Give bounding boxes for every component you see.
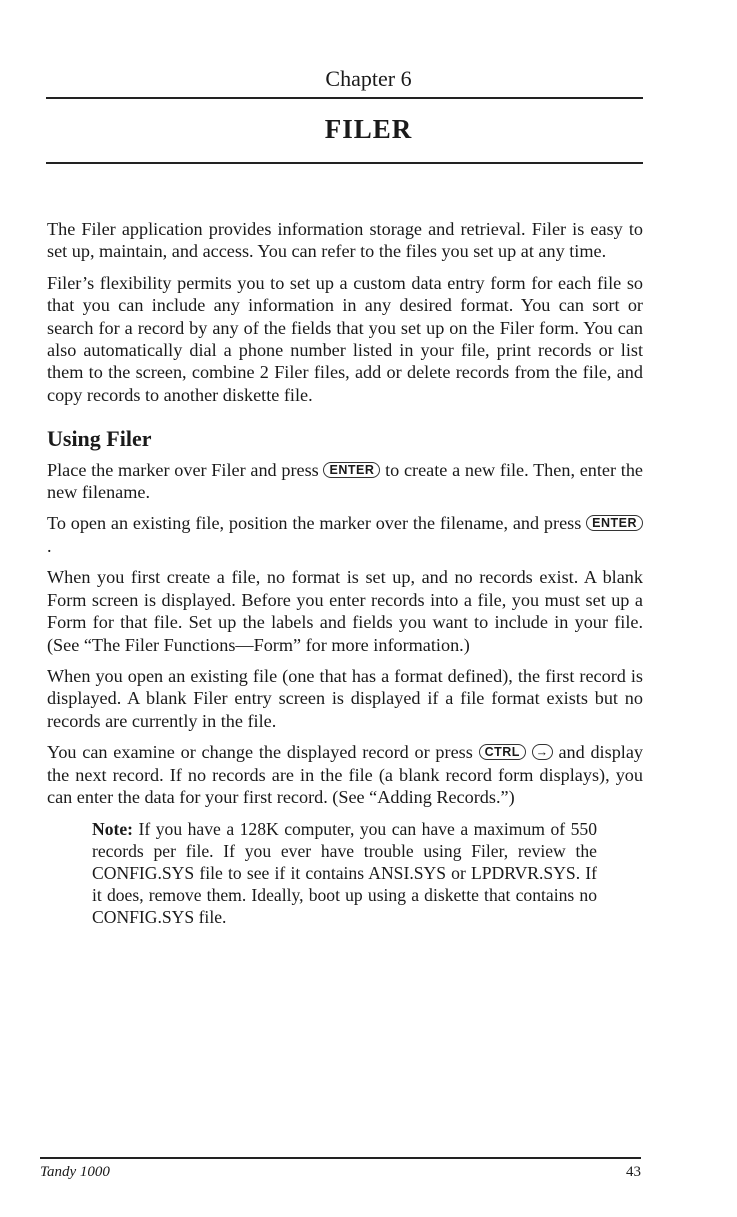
section-heading: Using Filer [47,426,152,452]
section-paragraph-3: When you first create a file, no format is set up, and no records exist. A blank Form screen is displayed. Before you enter records into a file, you must set up a Form for that file. Set up the labels and fields you want to include in your file. (See “The Filer Functions—Form” for more information.) [47,567,643,655]
page-body [47,218,643,928]
enter-key-icon: ENTER [586,515,643,531]
ctrl-key-icon: CTRL [479,744,526,760]
footer-rule [40,1157,641,1159]
right-arrow-key-icon: → [532,744,553,760]
intro-paragraph-1: The Filer application provides information storage and retrieval. Filer is easy to set up, maintain, and access. You can refer to the files you set up at any time. [47,219,643,262]
note-block [92,818,597,928]
chapter-title: FILER [324,114,413,144]
chapter-label: Chapter 6 [325,66,412,91]
header-rule-top [46,97,643,99]
note-label: Note: [92,819,134,840]
section-paragraph-5: You can examine or change the displayed record or press CTRL → and display the next record. If no records are in the file (a blank record form displays), you can enter the data for your first record. (See “Adding Records.”) [47,742,644,807]
enter-key-icon: ENTER [323,462,380,478]
note-text: If you have a 128K computer, you can have a maximum of 550 records per file. If you ever have trouble using Filer, review the CONFIG.SYS file to see if it contains ANSI.SYS or LPDRVR.SYS. If it does, remove them. Ideally, boot up using a diskette that contains no CONFIG.SYS file. [92,819,597,928]
header-rule-bottom [46,162,643,164]
section-paragraph-1: Place the marker over Filer and press ENTER to create a new file. Then, enter the new filename. [47,459,643,503]
footer-book-title: Tandy 1000 [40,1164,110,1180]
section-paragraph-4: When you open an existing file (one that has a format defined), the first record is displayed. A blank Filer entry screen is displayed if a file format exists but no records are currently in the file. [47,665,643,731]
section-paragraph-2: To open an existing file, position the marker over the filename, and press ENTER. [47,512,643,557]
intro-paragraph-2: Filer’s flexibility permits you to set up a custom data entry form for each file so that you can include any information in any desired format. You can sort or search for a record by any of the fields that you set up on the Filer form. You can also automatically dial a phone number listed in your file, print records or list them to the screen, combine 2 Filer files, add or delete records from the file, and copy records to another diskette file. [47,272,643,405]
page-number: 43 [626,1164,641,1180]
